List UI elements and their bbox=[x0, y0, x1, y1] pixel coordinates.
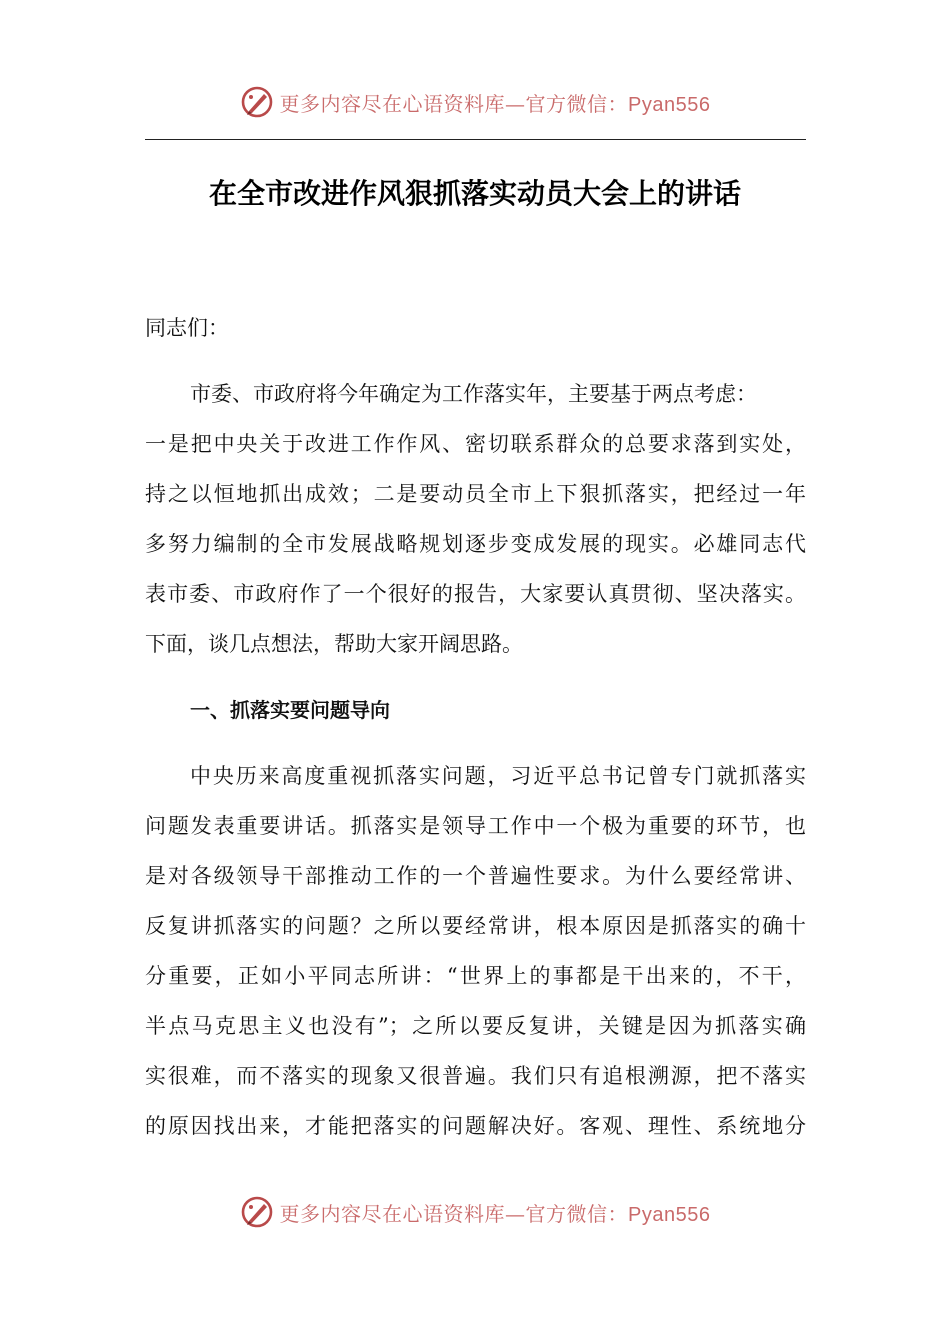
pen-logo-icon bbox=[240, 1195, 274, 1229]
pen-logo-icon bbox=[240, 85, 274, 119]
paragraph-line: 是对各级领导干部推动工作的一个普遍性要求。为什么要经常讲、 bbox=[145, 864, 806, 888]
paragraph-line: 持之以恒地抓出成效；二是要动员全市上下狠抓落实，把经过一年 bbox=[145, 482, 806, 506]
header-banner-text bbox=[280, 88, 711, 117]
footer-banner-text bbox=[280, 1198, 711, 1227]
paragraph-line: 表市委、市政府作了一个很好的报告，大家要认真贯彻、坚决落实。 bbox=[145, 582, 806, 606]
paragraph-line: 反复讲抓落实的问题？之所以要经常讲，根本原因是抓落实的确十 bbox=[145, 914, 806, 938]
footer-banner bbox=[0, 1192, 950, 1232]
paragraph-line: 的原因找出来，才能把落实的问题解决好。客观、理性、系统地分 bbox=[145, 1114, 806, 1138]
header-wechat-id: Pyan556 bbox=[628, 93, 711, 116]
paragraph-line: 半点马克思主义也没有”；之所以要反复讲，关键是因为抓落实确 bbox=[145, 1014, 806, 1038]
page-title: 在全市改进作风狠抓落实动员大会上的讲话 bbox=[208, 177, 741, 210]
paragraph-line: 一是把中央关于改进工作作风、密切联系群众的总要求落到实处， bbox=[145, 432, 806, 456]
paragraph-line: 多努力编制的全市发展战略规划逐步变成发展的现实。必雄同志代 bbox=[145, 532, 806, 556]
paragraph-line: 问题发表重要讲话。抓落实是领导工作中一个极为重要的环节，也 bbox=[145, 814, 806, 838]
header-divider bbox=[145, 139, 806, 140]
header-banner bbox=[0, 82, 950, 122]
paragraph-line: 市委、市政府将今年确定为工作落实年，主要基于两点考虑： bbox=[190, 382, 757, 406]
section-heading: 一、抓落实要问题导向 bbox=[190, 698, 390, 722]
footer-wechat-id: Pyan556 bbox=[628, 1203, 711, 1226]
header-banner-label: 更多内容尽在心语资料库—官方微信： bbox=[279, 91, 629, 116]
footer-banner-label: 更多内容尽在心语资料库—官方微信： bbox=[279, 1201, 629, 1226]
salutation: 同志们： bbox=[145, 316, 229, 340]
paragraph-line: 中央历来高度重视抓落实问题，习近平总书记曾专门就抓落实 bbox=[190, 764, 806, 788]
paragraph-line: 下面，谈几点想法，帮助大家开阔思路。 bbox=[145, 632, 523, 656]
paragraph-line: 实很难，而不落实的现象又很普遍。我们只有追根溯源，把不落实 bbox=[145, 1064, 806, 1088]
paragraph-line: 分重要，正如小平同志所讲：“世界上的事都是干出来的，不干， bbox=[145, 964, 806, 988]
